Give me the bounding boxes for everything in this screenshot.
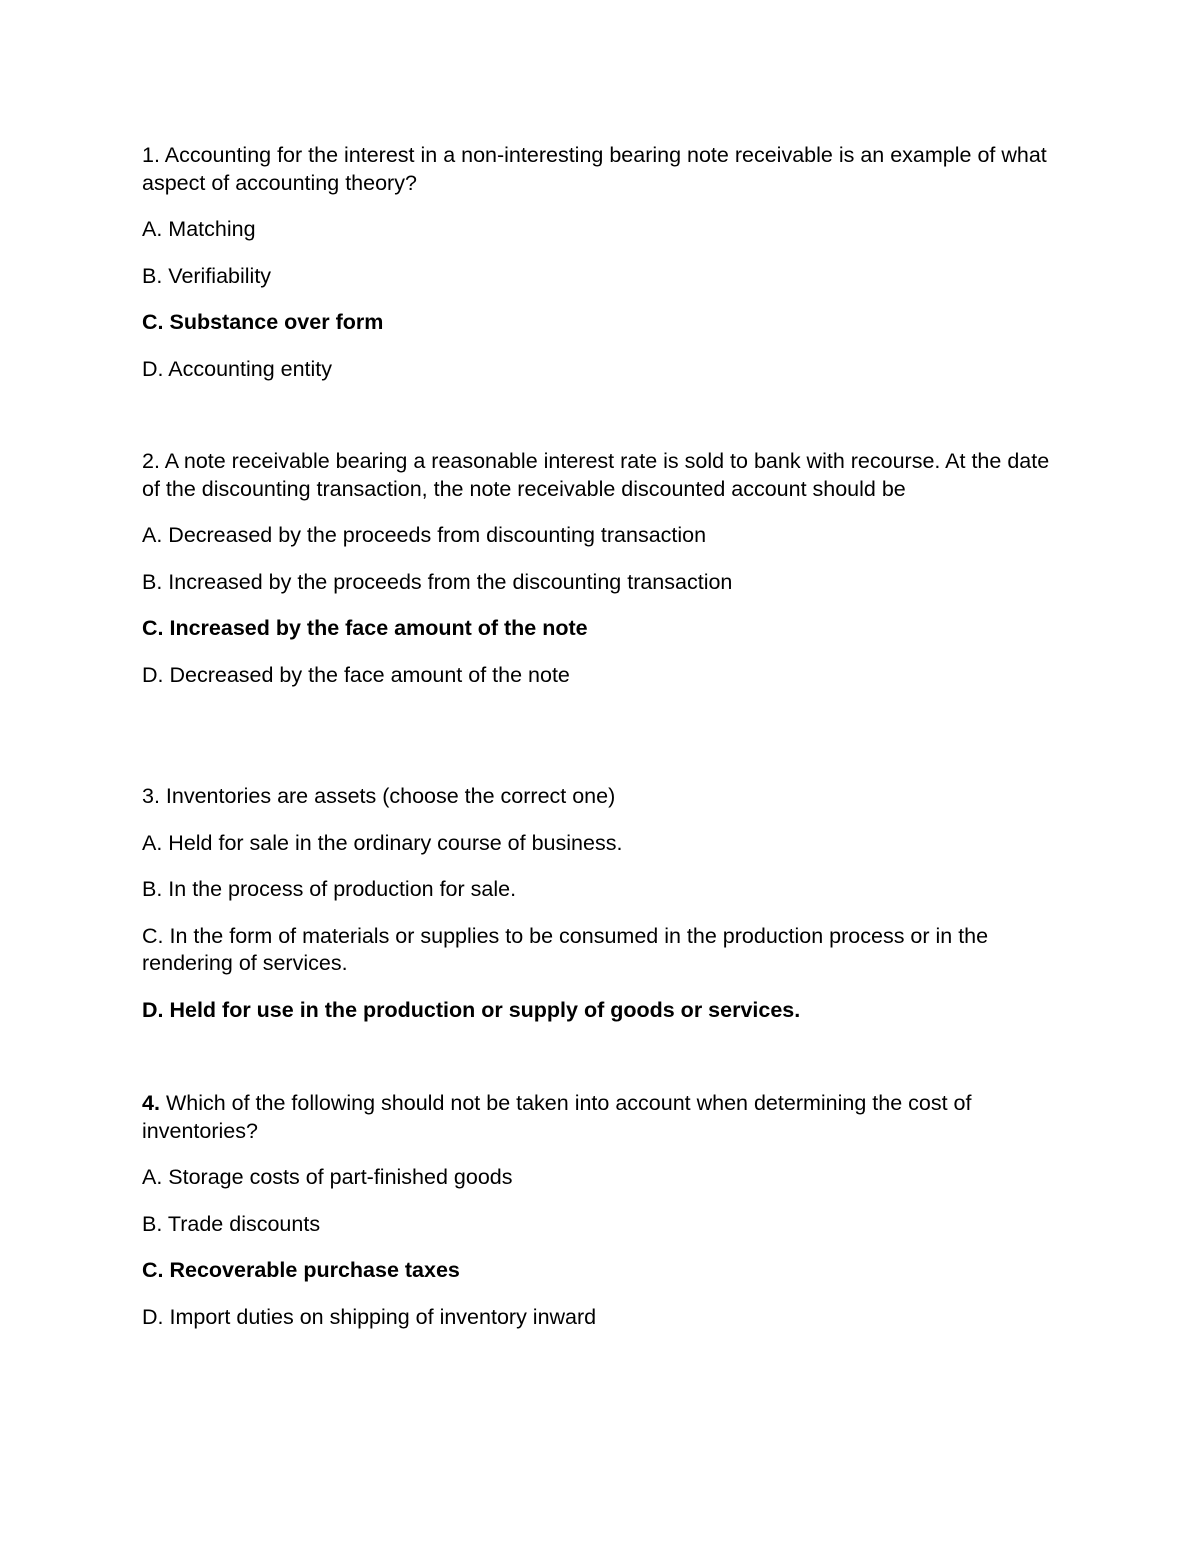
option-b: B. Trade discounts xyxy=(142,1211,321,1236)
option-d-correct: D. Held for use in the production or supply of goods or services. xyxy=(142,997,801,1022)
option-c-correct: C. Increased by the face amount of the note xyxy=(142,616,588,640)
question-stem: 3. Inventories are assets (choose the correct one) xyxy=(142,784,616,808)
question-text: Inventories are assets (choose the correct one) xyxy=(165,784,616,808)
option-d: D. Decreased by the face amount of the note xyxy=(142,662,570,687)
option-b: B. In the process of production for sale. xyxy=(142,877,517,901)
option-a: A. Held for sale in the ordinary course of business. xyxy=(142,830,623,855)
question-number: 3 xyxy=(142,784,154,808)
option-a: A. Matching xyxy=(142,217,256,241)
question-text: Accounting for the interest in a non-interesting bearing note receivable is an example of what aspect of accounting theory? xyxy=(142,143,1047,195)
question-number: 4 xyxy=(142,1091,154,1115)
option-c-correct: C. Substance over form xyxy=(142,310,384,334)
question-2 xyxy=(142,448,1062,689)
question-text: Which of the following should not be taken into account when determining the cost of inventories? xyxy=(142,1091,972,1143)
question-number: 2 xyxy=(142,449,154,473)
question-4 xyxy=(142,1090,1062,1331)
question-stem: 4. Which of the following should not be taken into account when determining the cost of inventories? xyxy=(142,1091,972,1143)
question-text: A note receivable bearing a reasonable interest rate is sold to bank with recourse. At the date of the discounting transaction, the note receivable discounted account should be xyxy=(142,449,1050,501)
option-b: B. Verifiability xyxy=(142,263,272,288)
option-c: C. In the form of materials or supplies to be consumed in the production process or in the rendering of services. xyxy=(142,923,989,975)
question-stem: 1. Accounting for the interest in a non-interesting bearing note receivable is an example of what aspect of accounting theory? xyxy=(142,143,1047,195)
option-c-correct: C. Recoverable purchase taxes xyxy=(142,1258,460,1282)
question-1 xyxy=(142,142,1062,383)
option-b: B. Increased by the proceeds from the discounting transaction xyxy=(142,569,733,594)
option-d: D. Accounting entity xyxy=(142,356,333,381)
option-a: A. Storage costs of part-finished goods xyxy=(142,1165,513,1189)
option-a: A. Decreased by the proceeds from discounting transaction xyxy=(142,523,707,547)
option-d: D. Import duties on shipping of inventory inward xyxy=(142,1304,597,1329)
question-number: 1 xyxy=(142,143,154,167)
question-stem: 2. A note receivable bearing a reasonable interest rate is sold to bank with recourse. At the date of the discounting transaction, the note receivable discounted account should be xyxy=(142,449,1050,501)
question-3 xyxy=(142,783,1062,1024)
